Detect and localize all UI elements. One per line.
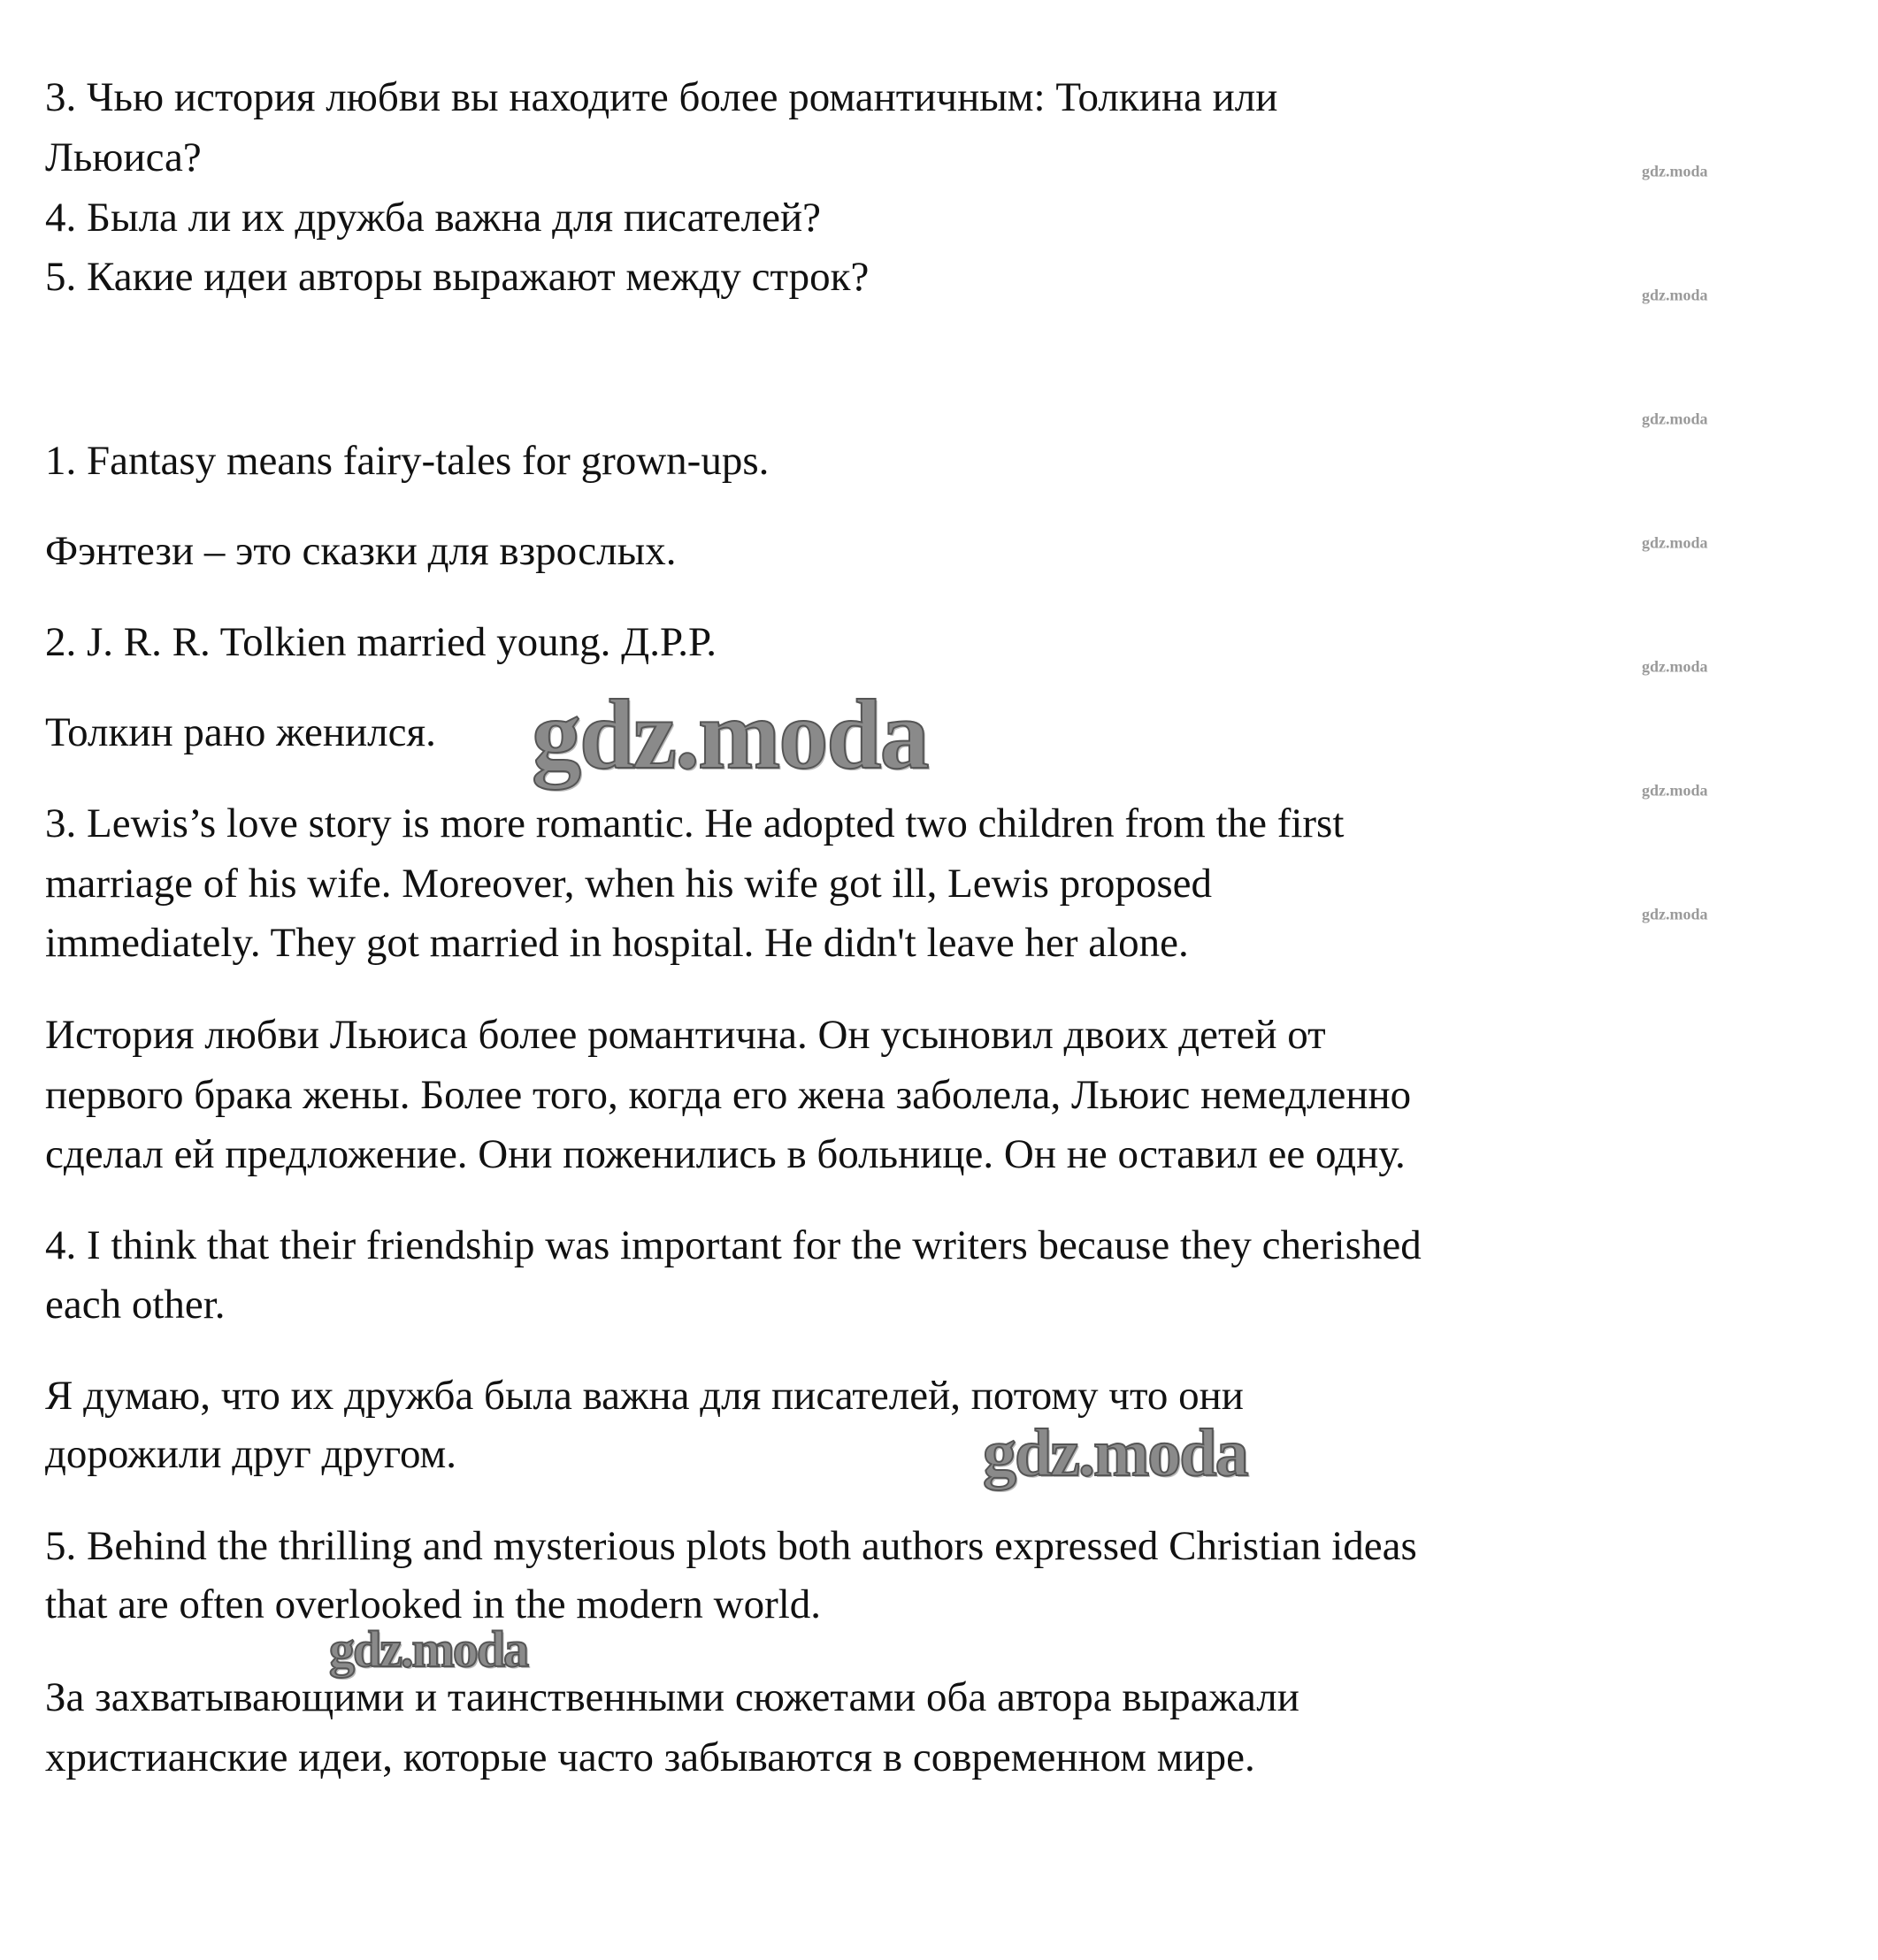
answer-4-ru-line: дорожили друг другом.: [45, 1431, 457, 1477]
question-3-line-1: 3. Чью история любви вы находите более романтичным: Толкина или: [45, 74, 1278, 120]
answer-5-ru-line: христианские идеи, которые часто забываются в современном мире.: [45, 1734, 1255, 1780]
answer-4-en-line: 4. I think that their friendship was important for the writers because they cherished: [45, 1222, 1422, 1268]
answer-1-en: 1. Fantasy means fairy-tales for grown-ups.: [45, 438, 770, 484]
watermark-small: gdz.moda: [1642, 905, 1708, 923]
answer-4-ru-line: Я думаю, что их дружба была важна для писателей, потому что они: [45, 1373, 1244, 1419]
watermark-large: gdz.moda: [532, 680, 928, 790]
answer-5-en-line: 5. Behind the thrilling and mysterious plots both authors expressed Christian ideas: [45, 1523, 1417, 1569]
question-5: 5. Какие идеи авторы выражают между строк?: [45, 254, 870, 300]
answer-2-ru: Толкин рано женился.: [45, 709, 436, 755]
watermark-large: gdz.moda: [329, 1620, 528, 1678]
watermark-small: gdz.moda: [1642, 781, 1708, 800]
watermark-large: gdz.moda: [983, 1416, 1247, 1490]
watermark-small: gdz.moda: [1642, 286, 1708, 304]
answer-3-ru-line: сделал ей предложение. Они поженились в больнице. Он не оставил ее одну.: [45, 1131, 1406, 1177]
answer-3-en-line: marriage of his wife. Moreover, when his wife got ill, Lewis proposed: [45, 861, 1213, 907]
question-4: 4. Была ли их дружба важна для писателей?: [45, 195, 821, 241]
answer-3-ru-line: История любви Льюиса более романтична. Он усыновил двоих детей от: [45, 1012, 1326, 1058]
answer-1-ru: Фэнтези – это сказки для взрослых.: [45, 528, 677, 574]
watermark-small: gdz.moda: [1642, 410, 1708, 428]
answer-3-en-line: 3. Lewis’s love story is more romantic. He adopted two children from the first: [45, 800, 1345, 846]
answer-2-en: 2. J. R. R. Tolkien married young. Д.Р.Р.: [45, 619, 717, 665]
watermark-small: gdz.moda: [1642, 533, 1708, 552]
answer-3-en-line: immediately. They got married in hospital. He didn't leave her alone.: [45, 920, 1189, 966]
answer-3-ru-line: первого брака жены. Более того, когда его жена заболела, Льюис немедленно: [45, 1072, 1412, 1118]
answer-5-en-line: that are often overlooked in the modern world.: [45, 1581, 822, 1627]
answer-4-en-line: each other.: [45, 1282, 226, 1328]
answer-5-ru-line: За захватывающими и таинственными сюжетами оба автора выражали: [45, 1674, 1299, 1720]
question-3-line-2: Льюиса?: [45, 134, 202, 180]
watermark-small: gdz.moda: [1642, 162, 1708, 180]
watermark-small: gdz.moda: [1642, 657, 1708, 676]
